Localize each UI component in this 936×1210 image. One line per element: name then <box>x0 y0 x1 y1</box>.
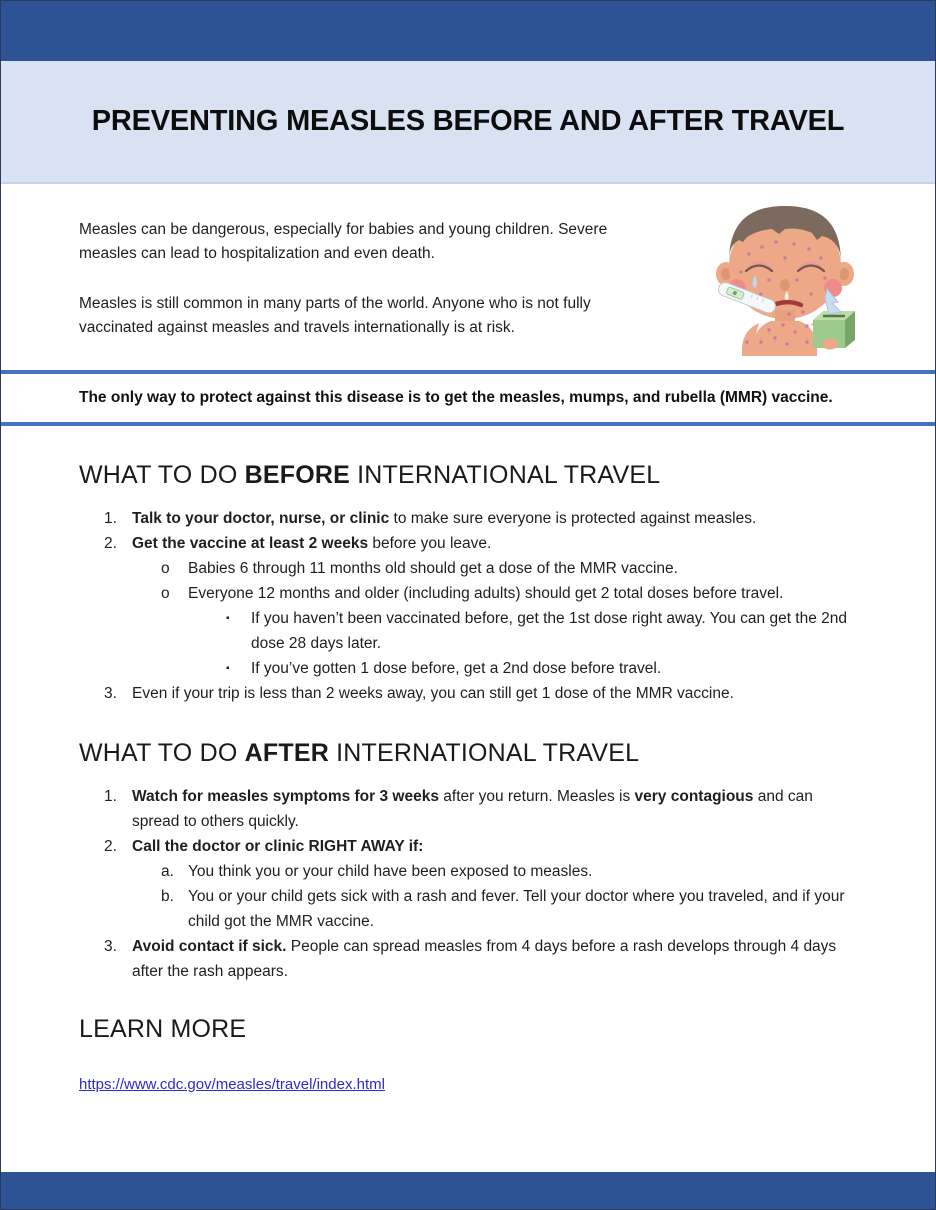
bottom-blue-bar <box>1 1172 935 1209</box>
heading-emphasis: BEFORE <box>244 461 351 489</box>
sick-child-measles-illustration <box>699 192 871 356</box>
item-text: People can spread measles from 4 days before a rash develops through 4 days after the rash appears. <box>132 938 837 980</box>
heading-text: INTERNATIONAL TRAVEL <box>328 739 640 767</box>
list-item-text <box>132 784 855 834</box>
item-text: Even if your trip is less than 2 weeks away, you can still get 1 dose of the MMR vaccine. <box>132 685 734 702</box>
heading-emphasis: AFTER <box>244 739 329 767</box>
after-list <box>1 784 855 984</box>
bold-lead-in: Watch for measles symptoms for 3 weeks <box>132 788 439 805</box>
before-list <box>1 506 855 706</box>
list-item <box>1 681 855 706</box>
item-text: after you return. Measles is <box>438 788 635 805</box>
cdc-measles-travel-link[interactable]: https://www.cdc.gov/measles/travel/index.html <box>79 1076 385 1093</box>
key-message-callout <box>1 370 935 426</box>
list-item <box>1 506 855 531</box>
heading-text: INTERNATIONAL TRAVEL <box>350 461 661 489</box>
list-item <box>1 884 855 934</box>
list-number: 2. <box>104 838 117 855</box>
list-item <box>1 859 855 884</box>
letter-marker: b. <box>161 888 174 905</box>
list-item <box>1 934 855 984</box>
key-message-text: The only way to protect against this disease is to get the measles, mumps, and rubella (MMR) vaccine. <box>79 389 833 406</box>
before-section-heading <box>79 458 855 492</box>
list-number: 1. <box>104 788 117 805</box>
item-text: You or your child gets sick with a rash and fever. Tell your doctor where you traveled, and if your child got the MMR vaccine. <box>188 888 845 930</box>
square-bullet: ▪ <box>226 613 230 624</box>
title-banner <box>1 61 935 184</box>
list-item-text <box>132 934 855 984</box>
circle-bullet: o <box>161 585 170 602</box>
intro-paragraph-1: Measles can be dangerous, especially for babies and young children. Severe measles can lead to hospitalization and even death. <box>79 221 608 262</box>
learn-more-section <box>1 984 935 1094</box>
letter-marker: a. <box>161 863 174 880</box>
item-text: Babies 6 through 11 months old should get a dose of the MMR vaccine. <box>188 560 678 577</box>
bold-lead-in: Get the vaccine at least 2 weeks <box>132 535 369 552</box>
list-number: 3. <box>104 938 117 955</box>
after-section-heading <box>79 736 855 770</box>
list-number: 3. <box>104 685 117 702</box>
after-travel-section <box>1 706 935 984</box>
square-bullet: ▪ <box>226 663 230 674</box>
list-item <box>1 606 855 656</box>
heading-text: WHAT TO DO <box>79 461 245 489</box>
list-item <box>1 784 855 834</box>
before-travel-section <box>1 426 935 706</box>
heading-text: WHAT TO DO <box>79 739 245 767</box>
item-text: You think you or your child have been exposed to measles. <box>188 863 593 880</box>
item-text: to make sure everyone is protected against measles. <box>389 510 757 527</box>
top-blue-bar <box>1 1 935 61</box>
circle-bullet: o <box>161 560 170 577</box>
list-item-text <box>132 531 855 556</box>
item-text: and can spread to others quickly. <box>132 788 813 830</box>
learn-more-heading: LEARN MORE <box>79 1015 247 1043</box>
item-text: If you haven’t been vaccinated before, get the 1st dose right away. You can get the 2nd dose 28 days later. <box>251 610 848 652</box>
intro-section <box>1 184 935 370</box>
bold-lead-in: Call the doctor or clinic RIGHT AWAY if: <box>132 838 424 855</box>
list-number: 2. <box>104 535 117 552</box>
list-item-text <box>132 506 855 531</box>
bold-lead-in: Avoid contact if sick. <box>132 938 287 955</box>
page-title: PREVENTING MEASLES BEFORE AND AFTER TRAVEL <box>91 105 845 137</box>
list-item <box>1 834 855 859</box>
list-item <box>1 656 855 681</box>
bold-lead-in: Talk to your doctor, nurse, or clinic <box>132 510 390 527</box>
list-item-text <box>132 834 855 859</box>
list-item <box>1 581 855 606</box>
list-item <box>1 556 855 581</box>
list-number: 1. <box>104 510 117 527</box>
bold-phrase: very contagious <box>634 788 754 805</box>
item-text: Everyone 12 months and older (including adults) should get 2 total doses before travel. <box>188 585 784 602</box>
intro-paragraph-2: Measles is still common in many parts of the world. Anyone who is not fully vaccinated against measles and travels internationally is at risk. <box>79 295 591 336</box>
item-text: If you’ve gotten 1 dose before, get a 2nd dose before travel. <box>251 660 662 677</box>
item-text: before you leave. <box>368 535 492 552</box>
list-item <box>1 531 855 556</box>
